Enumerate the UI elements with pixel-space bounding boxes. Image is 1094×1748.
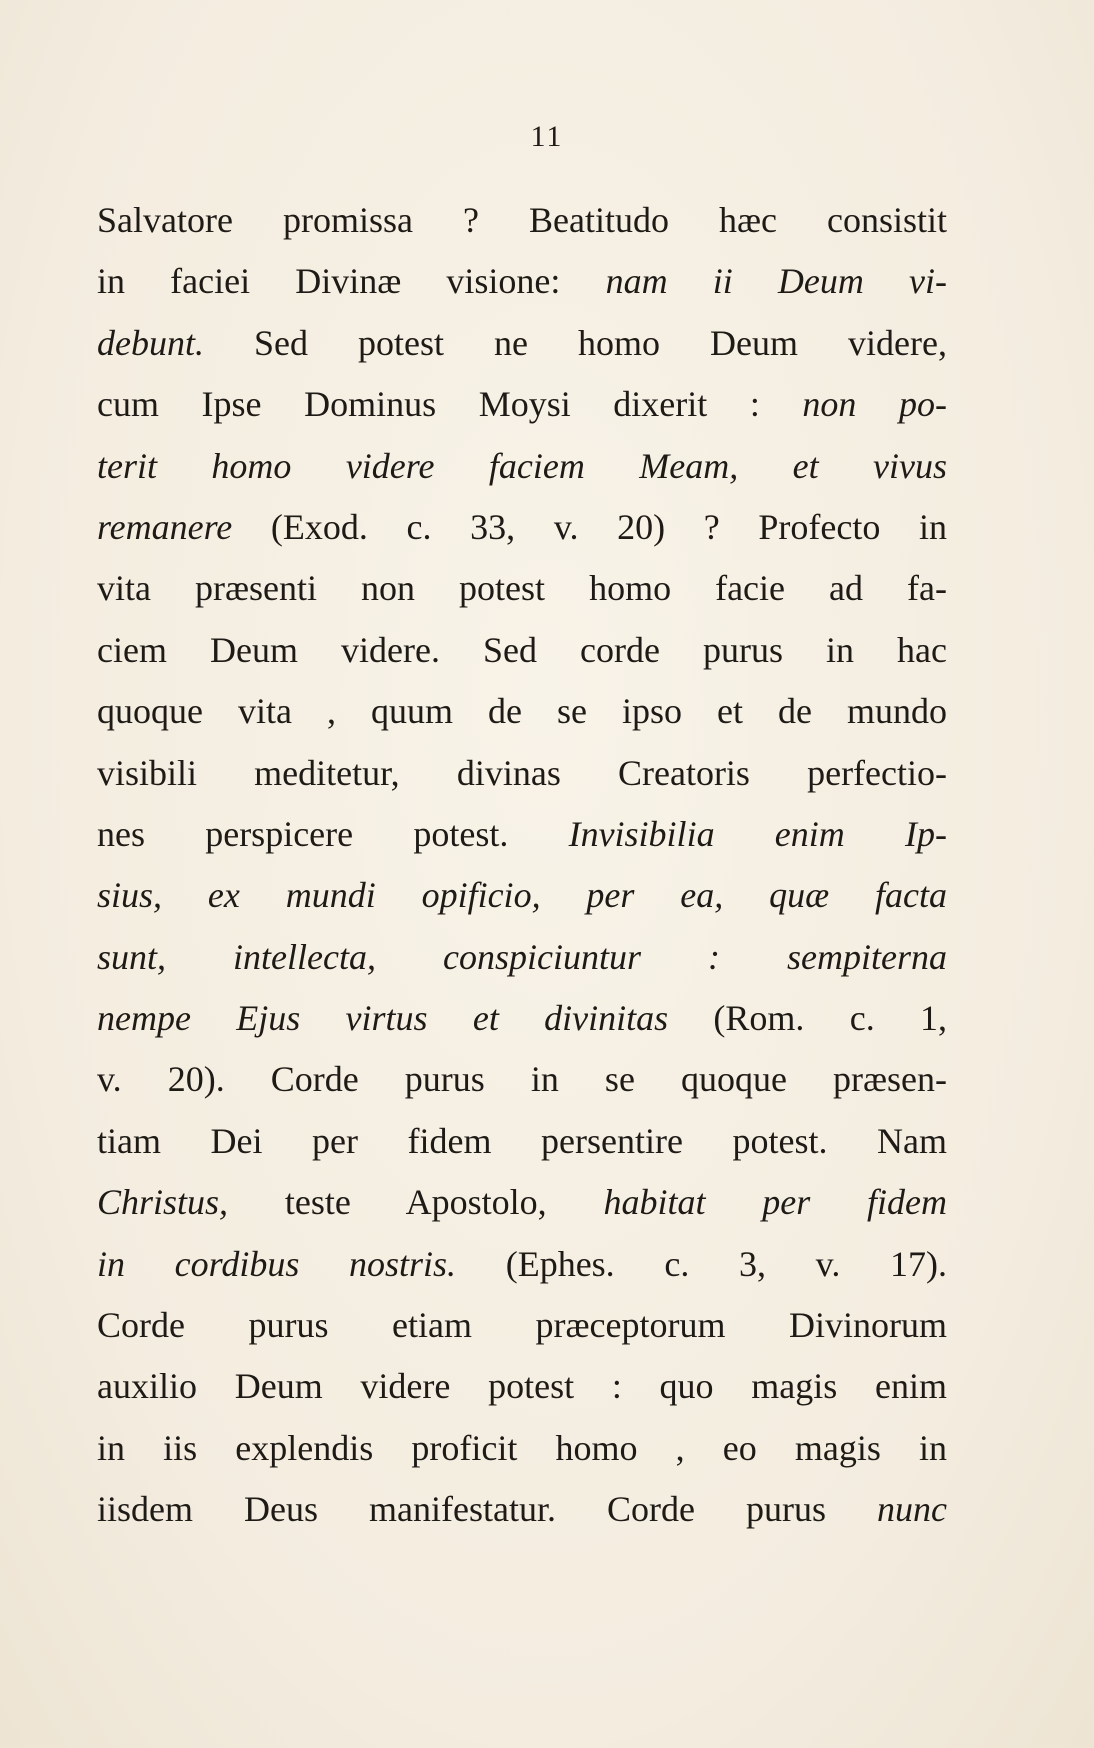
text-line [97,497,947,558]
roman-text: in faciei Divinæ visione: [97,261,606,302]
roman-text: tiam Dei per fidem persentire potest. Nam [97,1120,947,1161]
roman-text: Salvatore promissa ? Beatitudo hæc consistit [97,200,947,240]
roman-text: Corde purus etiam præceptorum Divinorum [97,1305,947,1346]
roman-text: vita præsenti non potest homo facie ad fa- [97,568,947,609]
text-line [97,558,947,619]
italic-text: remanere [97,506,233,547]
text-line [97,1049,947,1110]
italic-text: nempe Ejus virtus et divinitas [97,998,669,1039]
body-text [97,190,947,1541]
italic-text: non po- [802,384,947,425]
text-line [97,190,947,251]
roman-text: iisdem Deus manifestatur. Corde purus [97,1489,878,1530]
italic-text: in cordibus nostris. [97,1243,457,1284]
roman-text: in iis explendis proficit homo , eo magis in [97,1427,947,1468]
roman-text: ciem Deum videre. Sed corde purus in hac [97,629,947,670]
text-line [97,681,947,742]
text-line [97,804,947,865]
text-line [97,1418,947,1479]
italic-text: nunc [877,1489,947,1530]
text-line [97,1295,947,1356]
roman-text: (Ephes. c. 3, v. 17). [456,1243,947,1284]
text-line [97,927,947,988]
italic-text: Invisibilia enim Ip- [568,813,947,854]
roman-text: Sed potest ne homo Deum videre, [203,322,947,363]
text-line [97,1356,947,1417]
text-line [97,988,947,1049]
italic-text: debunt. [97,322,204,363]
page-number: 11 [530,120,564,153]
italic-text: sius, ex mundi opificio, per ea, quæ facta [97,875,947,916]
italic-text: habitat per fidem [603,1182,947,1223]
italic-text: Christus, [97,1182,229,1223]
text-line [97,620,947,681]
text-line [97,374,947,435]
text-line [97,1234,947,1295]
roman-text: (Exod. c. 33, v. 20) ? Profecto in [232,506,947,547]
text-line [97,313,947,374]
roman-text: teste Apostolo, [228,1182,604,1223]
roman-text: quoque vita , quum de se ipso et de mundo [97,691,947,732]
text-line [97,743,947,804]
italic-text: sunt, intellecta, conspiciuntur : sempiterna [97,936,947,977]
italic-text: nam ii Deum vi- [605,261,947,302]
roman-text: (Rom. c. 1, [668,998,947,1039]
roman-text: auxilio Deum videre potest : quo magis enim [97,1366,947,1407]
text-line [97,436,947,497]
italic-text: terit homo videre faciem Meam, et vivus [97,445,947,486]
roman-text: visibili meditetur, divinas Creatoris perfectio- [97,752,947,793]
roman-text: cum Ipse Dominus Moysi dixerit : [97,384,803,425]
text-line [97,865,947,926]
roman-text: nes perspicere potest. [97,813,569,854]
text-line [97,1111,947,1172]
roman-text: v. 20). Corde purus in se quoque præsen- [97,1059,947,1100]
text-line [97,1479,947,1540]
text-line [97,251,947,312]
text-line [97,1172,947,1233]
